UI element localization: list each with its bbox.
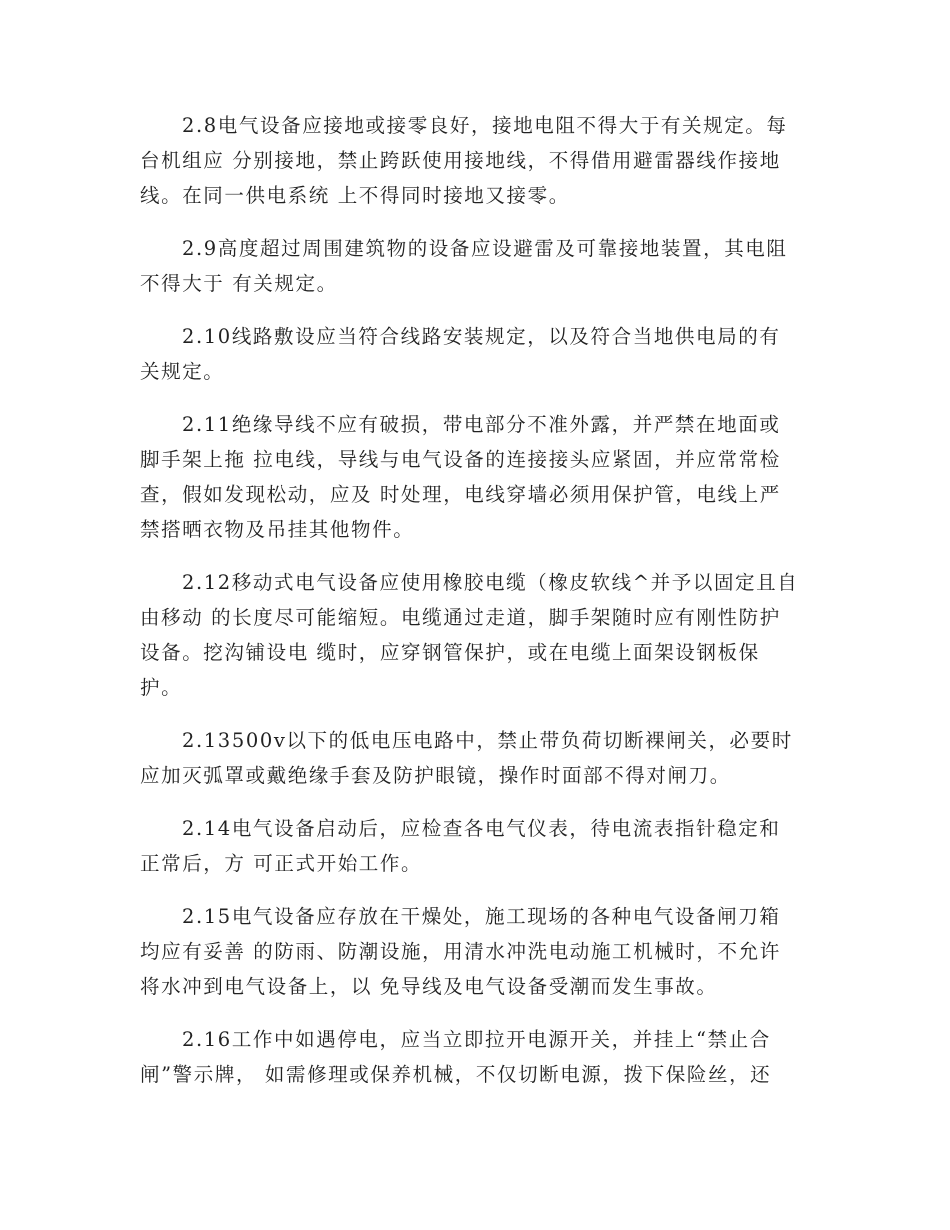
document-body xyxy=(140,108,810,1110)
paragraph-line: 不得大于 有关规定。 xyxy=(140,272,338,295)
paragraph-2-12 xyxy=(140,565,810,705)
paragraph-2-11 xyxy=(140,407,810,547)
paragraph-line: 查，假如发现松动，应及 时处理，电线穿墙必须用保护管，电线上严 xyxy=(140,483,781,506)
paragraph-line: 禁搭晒衣物及吊挂其他物件。 xyxy=(140,518,415,541)
paragraph-2-14 xyxy=(140,811,810,881)
paragraph-line: 2.16工作中如遇停电，应当立即拉开电源开关，并挂上“禁止合 xyxy=(182,1028,771,1051)
paragraph-line: 线。在同一供电系统 上不得同时接地又接零。 xyxy=(140,184,570,207)
paragraph-line: 2.12移动式电气设备应使用橡胶电缆（橡皮软线^并予以固定且自 xyxy=(182,571,799,594)
paragraph-line: 2.9高度超过周围建筑物的设备应设避雷及可靠接地装置，其电阻 xyxy=(182,237,788,260)
paragraph-line: 应加灭弧罩或戴绝缘手套及防护眼镜，操作时面部不得对闸刀。 xyxy=(140,764,731,787)
paragraph-line: 2.11绝缘导线不应有破损，带电部分不准外露，并严禁在地面或 xyxy=(182,413,781,436)
paragraph-line: 由移动 的长度尽可能缩短。电缆通过走道，脚手架随时应有刚性防护 xyxy=(140,606,781,629)
paragraph-line: 脚手架上拖 拉电线，导线与电气设备的连接接头应紧固，并应常常检 xyxy=(140,448,781,471)
paragraph-2-10 xyxy=(140,319,810,389)
paragraph-line: 2.13500v以下的低电压电路中，禁止带负荷切断裸闸关，必要时 xyxy=(182,729,793,752)
paragraph-line: 2.8电气设备应接地或接零良好，接地电阻不得大于有关规定。每 xyxy=(182,114,788,137)
paragraph-line: 闸”警示牌， 如需修理或保养机械，不仅切断电源，拨下保险丝，还 xyxy=(140,1063,772,1086)
paragraph-line: 设备。挖沟铺设电 缆时，应穿钢管保护，或在电缆上面架设钢板保 xyxy=(140,641,760,664)
paragraph-2-15 xyxy=(140,899,810,1004)
paragraph-line: 护。 xyxy=(140,676,183,699)
paragraph-2-8 xyxy=(140,108,810,213)
paragraph-line: 2.10线路敷设应当符合线路安装规定，以及符合当地供电局的有 xyxy=(182,325,781,348)
paragraph-2-16 xyxy=(140,1022,810,1092)
paragraph-line: 将水冲到电气设备上，以 免导线及电气设备受潮而发生事故。 xyxy=(140,975,718,998)
paragraph-line: 2.15电气设备应存放在干燥处，施工现场的各种电气设备闸刀箱 xyxy=(182,905,781,928)
paragraph-line: 正常后，方 可正式开始工作。 xyxy=(140,852,423,875)
paragraph-line: 台机组应 分别接地，禁止跨跃使用接地线，不得借用避雷器线作接地 xyxy=(140,149,781,172)
paragraph-line: 均应有妥善 的防雨、防潮设施，用清水冲洗电动施工机械时，不允许 xyxy=(140,940,781,963)
paragraph-line: 关规定。 xyxy=(140,360,225,383)
paragraph-2-9 xyxy=(140,231,810,301)
paragraph-line: 2.14电气设备启动后，应检查各电气仪表，待电流表指针稳定和 xyxy=(182,817,781,840)
paragraph-2-13 xyxy=(140,723,810,793)
